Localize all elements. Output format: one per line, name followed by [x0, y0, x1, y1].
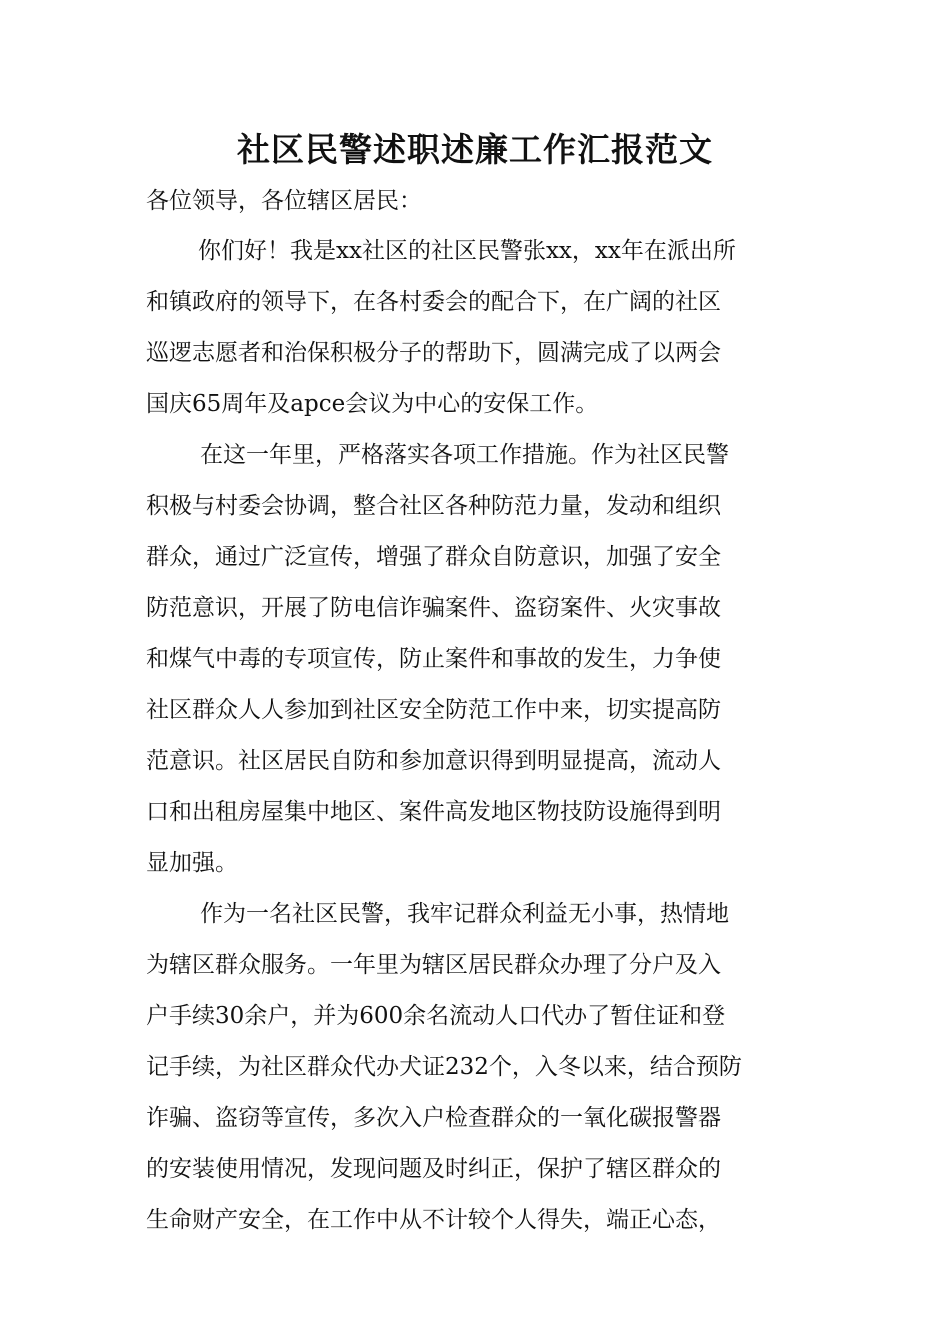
- paragraph-line: 和镇政府的领导下，在各村委会的配合下，在广阔的社区: [146, 289, 721, 315]
- paragraph-line: 作为一名社区民警，我牢记群众利益无小事，热情地: [200, 901, 729, 927]
- paragraph-line: 显加强。: [146, 850, 238, 876]
- paragraph-line: 社区群众人人参加到社区安全防范工作中来，切实提高防: [146, 697, 721, 723]
- paragraph-line: 国庆65周年及apce会议为中心的安保工作。: [146, 391, 599, 417]
- paragraph-line: 范意识。社区居民自防和参加意识得到明显提高，流动人: [146, 748, 721, 774]
- paragraph-1: [146, 226, 806, 430]
- paragraph-2: [146, 430, 806, 889]
- paragraph-line: 群众，通过广泛宣传，增强了群众自防意识，加强了安全: [146, 544, 721, 570]
- paragraph-line: 诈骗、盗窃等宣传，多次入户检查群众的一氧化碳报警器: [146, 1105, 721, 1131]
- document-title: 社区民警述职述廉工作汇报范文: [237, 130, 713, 169]
- paragraph-line: 在这一年里，严格落实各项工作措施。作为社区民警: [200, 442, 729, 468]
- paragraph-line: 积极与村委会协调，整合社区各种防范力量，发动和组织: [146, 493, 721, 519]
- paragraph-line: 巡逻志愿者和治保积极分子的帮助下，圆满完成了以两会: [146, 340, 721, 366]
- paragraph-line: 的安装使用情况，发现问题及时纠正，保护了辖区群众的: [146, 1156, 721, 1182]
- paragraph-line: 口和出租房屋集中地区、案件高发地区物技防设施得到明: [146, 799, 721, 825]
- paragraph-line: 户手续30余户，并为600余名流动人口代办了暂住证和登: [146, 1003, 726, 1029]
- paragraph-line: 生命财产安全，在工作中从不计较个人得失，端正心态，: [146, 1207, 721, 1233]
- paragraph-line: 防范意识，开展了防电信诈骗案件、盗窃案件、火灾事故: [146, 595, 721, 621]
- document-body: [146, 176, 806, 1246]
- salutation: 各位领导，各位辖区居民：: [146, 188, 422, 214]
- paragraph-line: 你们好！我是xx社区的社区民警张xx，xx年在派出所: [198, 238, 736, 264]
- paragraph-line: 和煤气中毒的专项宣传，防止案件和事故的发生，力争使: [146, 646, 721, 672]
- paragraph-line: 记手续，为社区群众代办犬证232个，入冬以来，结合预防: [146, 1054, 742, 1080]
- paragraph-3: [146, 889, 806, 1246]
- paragraph-line: 为辖区群众服务。一年里为辖区居民群众办理了分户及入: [146, 952, 721, 978]
